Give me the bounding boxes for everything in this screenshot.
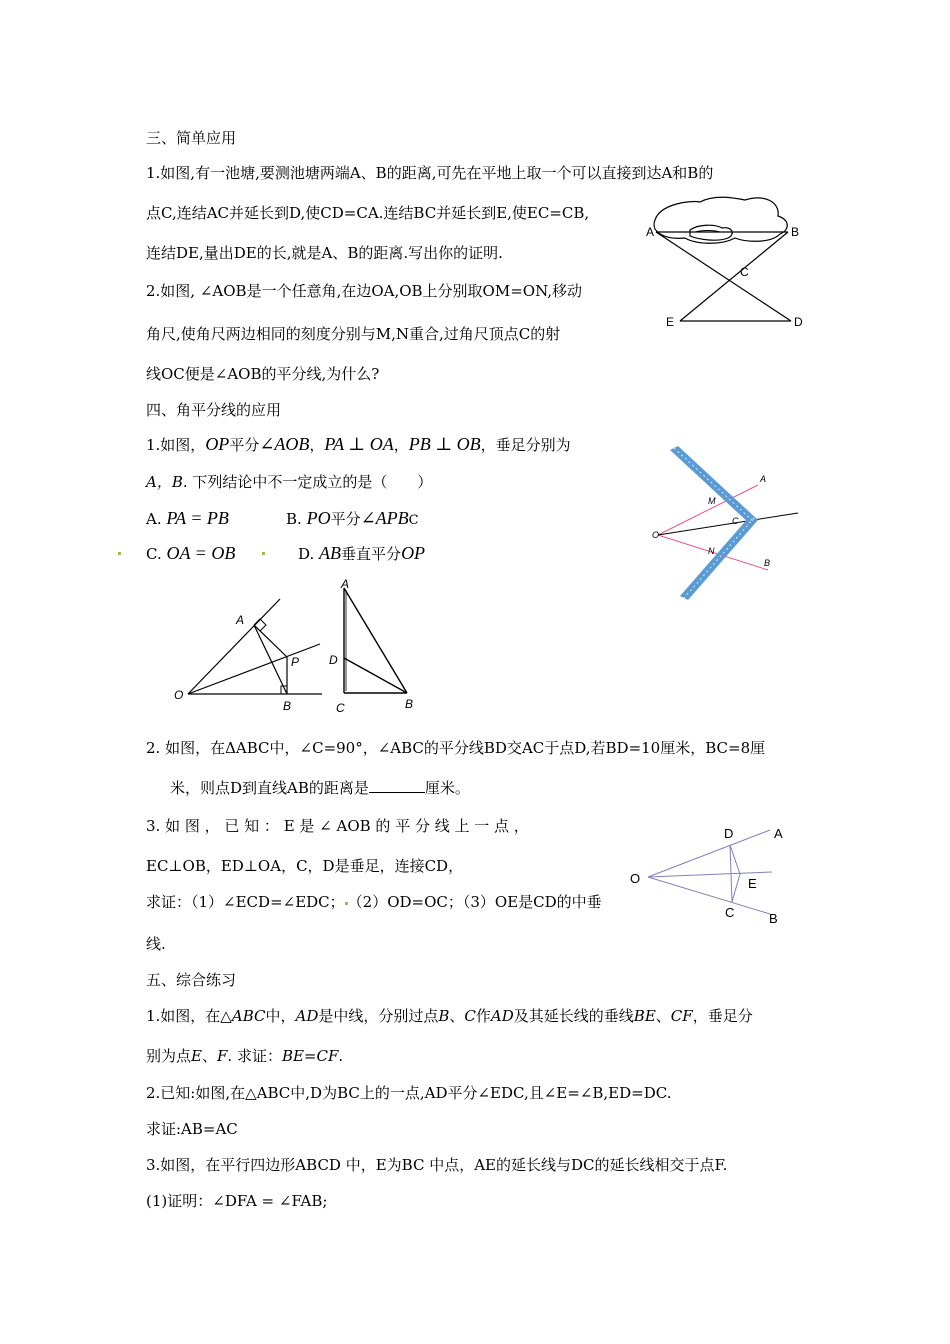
s4-q3-line4: 线. xyxy=(146,935,166,953)
s3-problem2-line3: 线OC便是∠AOB的平分线,为什么? xyxy=(146,365,380,383)
s4-q2-line1: 2. 如图，在ΔABC中，∠C=90°，∠ABC的平分线BD交AC于点D,若BD=10厘米，BC=8厘 xyxy=(146,739,766,757)
s4-q3-line3 xyxy=(146,892,602,912)
s4-q3-part1: 求证：（1）∠ECD=∠EDC； xyxy=(146,893,345,911)
bisector-label-p: P xyxy=(291,655,300,669)
s4-q1-line1: 1.如图，OP平分∠AOB，PA ⊥ OA，PB ⊥ OB，垂足分别为 xyxy=(146,434,571,454)
s4-q1-aob: ∠AOB xyxy=(259,434,310,454)
s5-q1-var: CF xyxy=(670,1007,693,1025)
answer-blank[interactable] xyxy=(369,778,425,793)
s4-q1-option-a xyxy=(146,508,229,529)
s4-q3-part2: （2）OD=OC；（3）OE是CD的中垂 xyxy=(347,893,602,911)
bisector-label-b: B xyxy=(283,699,292,713)
s5-q3-line2: (1)证明：∠DFA = ∠FAB; xyxy=(146,1192,328,1210)
triangle-label-c: C xyxy=(336,701,345,715)
s5-q2-line1: 2.已知:如图,在△ABC中,D为BC上的一点,AD平分∠EDC,且∠E=∠B,ED=DC. xyxy=(146,1084,672,1102)
s4-q1-intro: 1.如图， xyxy=(146,436,206,454)
triangle-label-a: A xyxy=(341,577,350,591)
s4-q2-unit: 厘米。 xyxy=(424,779,470,797)
option-b-text: 平分 xyxy=(330,510,361,528)
option-d-text: 垂直平分 xyxy=(341,545,402,563)
s5-q1-text: 、 xyxy=(201,1047,217,1065)
option-a-text: PA = PB xyxy=(166,508,229,528)
s4-q2-line2 xyxy=(170,778,470,798)
s5-q1-line2 xyxy=(146,1046,343,1066)
s5-q1-var: ABC xyxy=(231,1007,266,1025)
s5-q1-text: 作 xyxy=(475,1007,491,1025)
pond-label-e: E xyxy=(666,315,675,329)
s4-q1-perp2: PB ⊥ OB xyxy=(408,434,481,454)
s3-problem1-line1: 1.如图,有一池塘,要测池塘两端A、B的距离,可先在平地上取一个可以直接到达A和B的 xyxy=(146,164,714,182)
s4-q2-question: 米，则点D到直线AB的距离是 xyxy=(170,779,369,797)
s3-problem2-line1: 2.如图, ∠AOB是一个任意角,在边OA,OB上分别取OM=ON,移动 xyxy=(146,282,583,300)
ruler-label-o: O xyxy=(652,530,660,540)
ruler-label-c: C xyxy=(732,516,739,526)
ruler-label-a: A xyxy=(760,474,767,484)
s5-q1-text: 、 xyxy=(655,1007,671,1025)
s5-q1-text: 1.如图，在△ xyxy=(146,1007,232,1025)
section-heading-4: 四、角平分线的应用 xyxy=(146,401,282,419)
pond-label-d: D xyxy=(794,315,803,329)
option-d-op: OP xyxy=(401,543,426,563)
s3-problem1-line3: 连结DE,量出DE的长,就是A、B的距离.写出你的证明. xyxy=(146,244,503,262)
s4-q1-question: 下列结论中不一定成立的是（ ） xyxy=(192,473,433,491)
s4-q1-bisects: 平分 xyxy=(229,436,260,454)
section-heading-5: 五、综合练习 xyxy=(146,971,237,989)
marker-dot xyxy=(118,552,121,555)
s5-q1-text: . xyxy=(338,1047,344,1065)
s5-q1-var: B xyxy=(438,1007,450,1025)
s4-q1-ab: A，B. xyxy=(146,473,188,491)
s5-q1-text: 及其延长线的垂线 xyxy=(513,1007,634,1025)
s3-problem1-line2: 点C,连结AC并延长到D,使CD=CA.连结BC并延长到E,使EC=CB, xyxy=(146,204,590,222)
option-b-c: C xyxy=(408,513,419,528)
kite-label-a: A xyxy=(774,826,783,841)
s5-q1-text: 别为点 xyxy=(146,1047,192,1065)
s4-q3-line1: 3. 如 图 ， 已 知 ： E 是 ∠ AOB 的 平 分 线 上 一 点 ， xyxy=(146,817,529,835)
option-d-ab: AB xyxy=(319,543,342,563)
kite-label-d: D xyxy=(724,826,734,841)
s5-q1-text: 是中线，分别过点 xyxy=(318,1007,439,1025)
s4-q1-option-d xyxy=(298,543,425,564)
s4-q1-option-c xyxy=(146,543,235,564)
s5-q1-text: ，垂足分 xyxy=(692,1007,753,1025)
s5-q1-text: 中， xyxy=(265,1007,296,1025)
triangle-label-b: B xyxy=(405,697,414,711)
s5-q1-var: AD xyxy=(295,1007,319,1025)
bisector-label-o: O xyxy=(174,688,184,702)
s5-q1-line1 xyxy=(146,1006,753,1026)
right-triangle-figure xyxy=(325,578,425,718)
option-b-apb: ∠APB xyxy=(360,508,409,528)
kite-figure xyxy=(628,818,798,928)
option-b-label: B. xyxy=(286,510,302,528)
ruler-figure xyxy=(648,440,808,610)
s4-q1-feet: ，垂足分别为 xyxy=(480,436,571,454)
s4-q1-line2 xyxy=(146,472,432,492)
s4-q1-op: OP xyxy=(205,434,230,454)
pond-label-c: C xyxy=(740,265,749,279)
kite-label-o: O xyxy=(630,871,641,886)
option-c-text: OA = OB xyxy=(166,543,236,563)
s4-q1-perp1: PA ⊥ OA xyxy=(324,434,394,454)
s4-q1-option-b xyxy=(286,508,419,531)
option-b-po: PO xyxy=(306,508,331,528)
kite-label-c: C xyxy=(725,905,735,920)
ruler-label-n: N xyxy=(708,546,715,556)
s5-q1-var: BE xyxy=(633,1007,656,1025)
s5-q1-var: F xyxy=(216,1047,228,1065)
bisector-figure xyxy=(170,595,330,720)
ruler-label-m: M xyxy=(708,496,716,506)
pond-label-b: B xyxy=(791,225,800,239)
option-d-label: D. xyxy=(298,545,315,563)
s5-q1-var: BE=CF xyxy=(281,1047,339,1065)
section-heading-3: 三、简单应用 xyxy=(146,129,237,147)
s3-problem2-line2: 角尺,使角尺两边相同的刻度分别与M,N重合,过角尺顶点C的射 xyxy=(146,325,561,343)
s5-q1-var: AD xyxy=(490,1007,514,1025)
s4-q3-line2: EC⊥OB，ED⊥OA，C，D是垂足，连接CD， xyxy=(146,857,464,875)
s5-q1-text: 、 xyxy=(449,1007,465,1025)
option-a-label: A. xyxy=(146,510,162,528)
ruler-label-b: B xyxy=(764,558,771,568)
s5-q3-line1: 3.如图，在平行四边形ABCD 中，E为BC 中点，AE的延长线与DC的延长线相交于点F. xyxy=(146,1156,728,1174)
s5-q1-text: . 求证： xyxy=(227,1047,282,1065)
triangle-label-d: D xyxy=(329,653,338,667)
bisector-label-a: A xyxy=(236,613,245,627)
s5-q2-line2: 求证:AB=AC xyxy=(146,1120,238,1138)
kite-label-e: E xyxy=(748,876,757,891)
pond-figure xyxy=(640,190,810,340)
s5-q1-var: E xyxy=(191,1047,202,1065)
option-c-label: C. xyxy=(146,545,162,563)
pond-label-a: A xyxy=(646,225,655,239)
marker-dot xyxy=(262,552,265,555)
s5-q1-var: C xyxy=(464,1007,476,1025)
kite-label-b: B xyxy=(769,911,778,926)
